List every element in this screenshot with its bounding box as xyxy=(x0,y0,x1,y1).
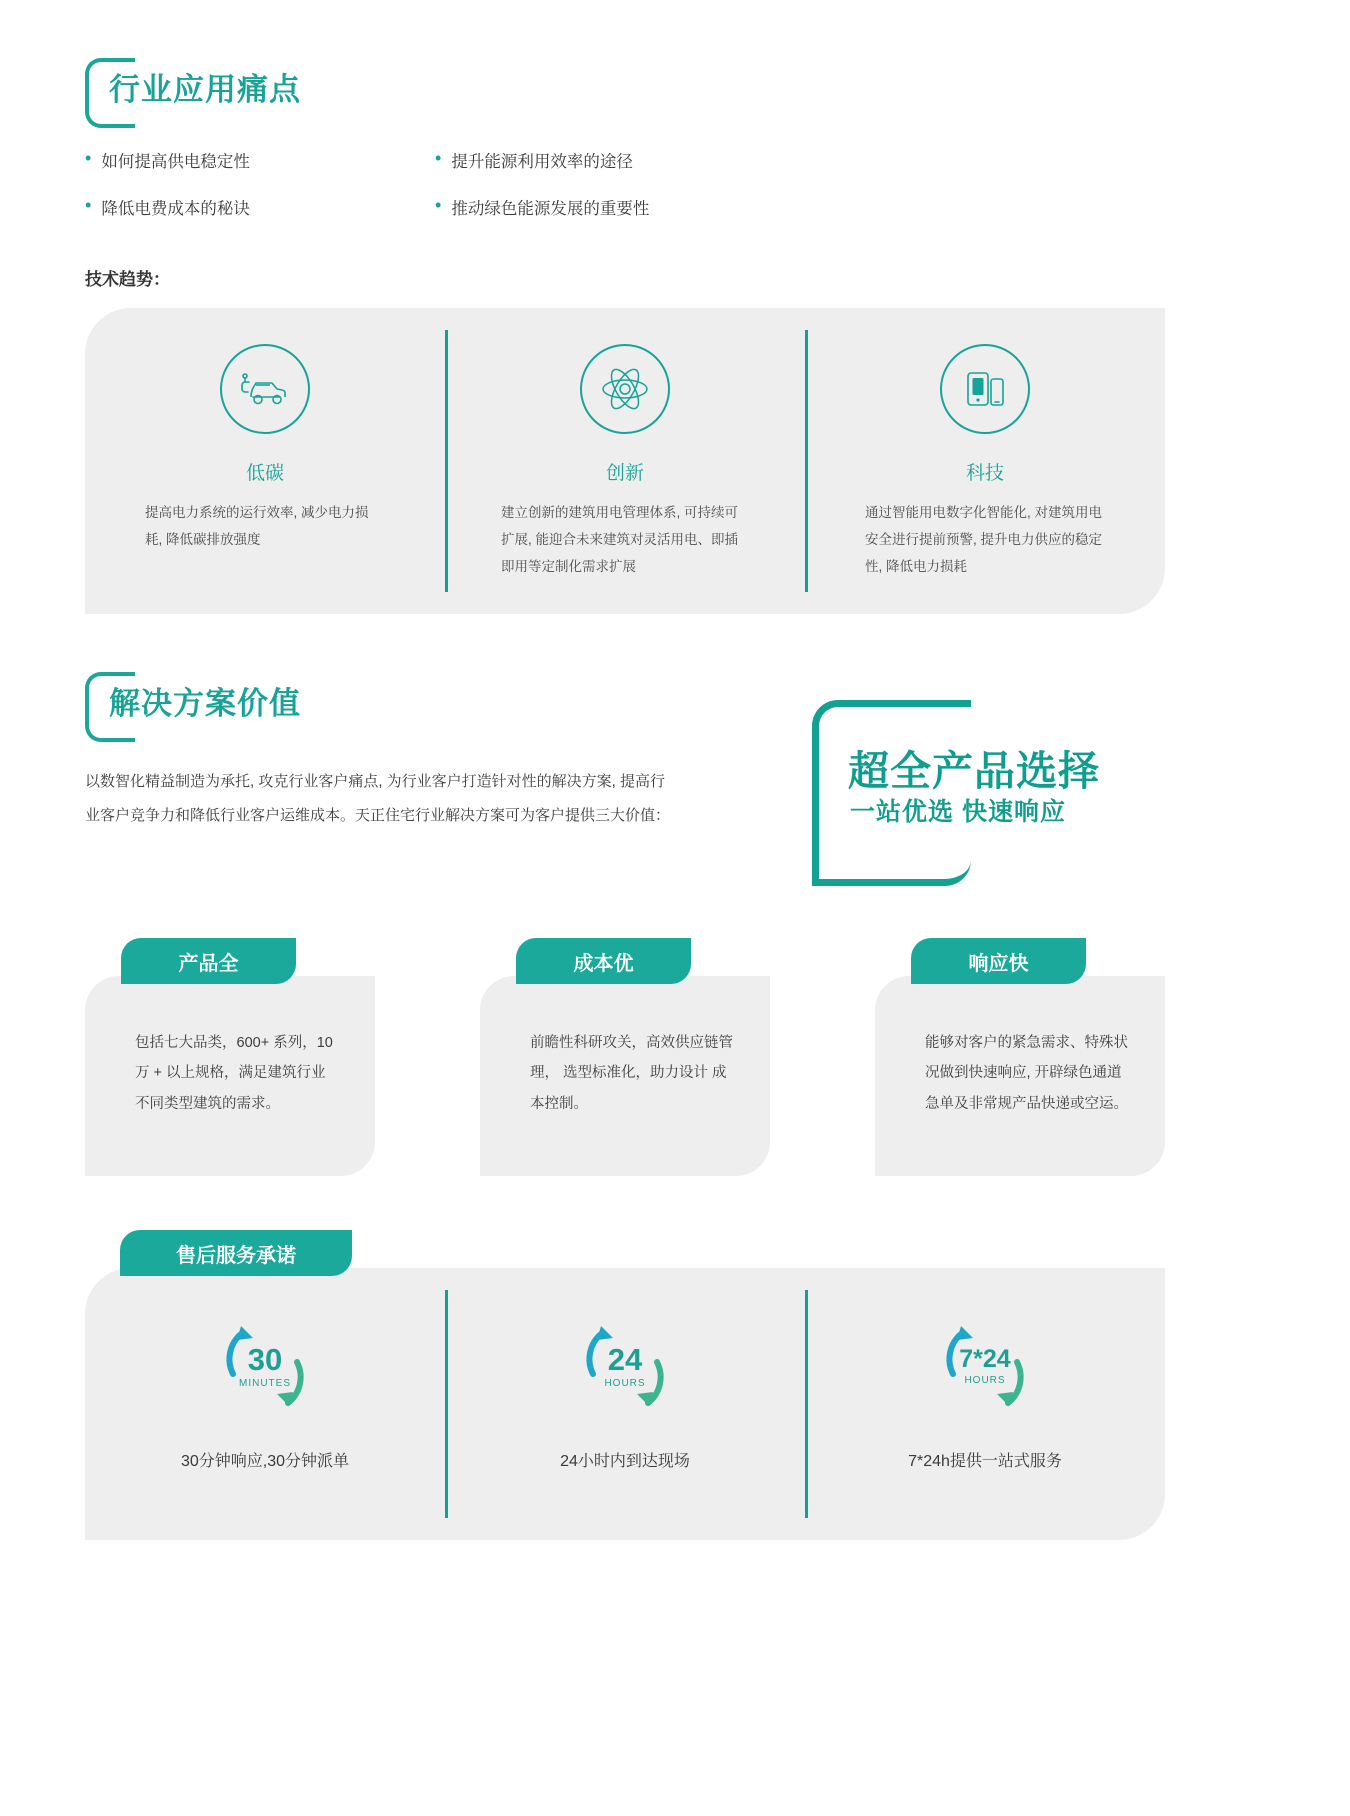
promo-title: 超全产品选择 xyxy=(848,748,1100,794)
promo-subtitle: 一站优选 快速响应 xyxy=(850,798,1066,826)
pain-section-heading xyxy=(85,58,301,120)
service-column-30min xyxy=(85,1268,445,1540)
bullet-icon: • xyxy=(435,148,442,168)
list-item-label: 如何提高供电稳定性 xyxy=(101,153,250,171)
list-item-label: 降低电费成本的秘诀 xyxy=(101,200,250,218)
tech-column-desc: 建立创新的建筑用电管理体系, 可持续可扩展, 能迎合未来建筑对灵活用电、即插即用等定制化需求扩展 xyxy=(501,505,739,574)
page-title: 行业应用痛点 xyxy=(109,71,301,107)
bullet-icon: • xyxy=(435,195,442,215)
solution-paragraph: 以数智化精益制造为承托, 攻克行业客户痛点, 为行业客户打造针对性的解决方案, 提高行业客户竞争力和降低行业客户运维成本。天正住宅行业解决方案可为客户提供三大价值： xyxy=(85,773,671,824)
atom-innovation-icon xyxy=(580,344,670,434)
section-title: 解决方案价值 xyxy=(109,685,301,721)
tech-trend-panel xyxy=(85,308,1165,614)
list-item xyxy=(85,148,435,172)
cycle-24-hours-icon xyxy=(573,1318,677,1414)
solution-section-heading xyxy=(85,672,301,734)
cycle-7x24-hours-icon xyxy=(933,1318,1037,1414)
service-column-text: 24小时内到达现场 xyxy=(560,1453,690,1470)
bracket-decoration-icon xyxy=(85,672,135,742)
promo-banner xyxy=(812,700,1162,872)
electric-car-icon xyxy=(220,344,310,434)
badge-number: 24 xyxy=(607,1341,643,1377)
tech-column-title: 科技 xyxy=(965,463,1004,484)
value-card-tab: 成本优 xyxy=(516,938,691,984)
value-card-body: 包括七大品类，600+ 系列，10 万 + 以上规格，满足建筑行业 不同类型建筑的需求。 xyxy=(85,976,375,1176)
bullet-icon: • xyxy=(85,148,92,168)
pain-point-list xyxy=(85,148,785,242)
service-column-text: 30分钟响应,30分钟派单 xyxy=(180,1453,350,1470)
cycle-30-minutes-icon xyxy=(213,1318,317,1414)
service-column-text: 7*24h提供一站式服务 xyxy=(908,1453,1062,1470)
value-card-tab: 响应快 xyxy=(911,938,1086,984)
value-card-body: 前瞻性科研攻关，高效供应链管理， 选型标准化，助力设计 成本控制。 xyxy=(480,976,770,1176)
value-card-response xyxy=(875,938,1165,1176)
tech-column-desc: 通过智能用电数字化智能化, 对建筑用电安全进行提前预警, 提升电力供应的稳定性, 降低电力损耗 xyxy=(865,505,1103,574)
bullet-icon: • xyxy=(85,195,92,215)
service-column-24h xyxy=(445,1268,805,1540)
value-card-body: 能够对客户的紧急需求、特殊状况做到快速响应, 开辟绿色通道急单及非常规产品快递或空运。 xyxy=(875,976,1165,1176)
service-promise-tab: 售后服务承诺 xyxy=(120,1230,352,1276)
tech-column-title: 创新 xyxy=(605,463,644,484)
mobile-devices-icon xyxy=(940,344,1030,434)
tech-column-technology xyxy=(805,308,1165,614)
badge-unit: HOURS xyxy=(964,1374,1006,1386)
badge-unit: MINUTES xyxy=(239,1377,291,1389)
list-item xyxy=(435,195,785,219)
tech-column-desc: 提高电力系统的运行效率, 减少电力损耗, 降低碳排放强度 xyxy=(145,505,369,547)
tech-column-low-carbon xyxy=(85,308,445,614)
badge-number: 7*24 xyxy=(959,1344,1011,1373)
list-item xyxy=(435,148,785,172)
value-card-group xyxy=(85,938,1165,1176)
bracket-decoration-icon xyxy=(85,58,135,128)
value-card-products xyxy=(85,938,375,1176)
value-card-tab: 产品全 xyxy=(121,938,296,984)
list-item-label: 推动绿色能源发展的重要性 xyxy=(451,200,650,218)
list-item xyxy=(85,195,435,219)
tech-column-title: 低碳 xyxy=(245,463,284,484)
badge-number: 30 xyxy=(247,1341,283,1377)
badge-unit: HOURS xyxy=(604,1377,646,1389)
list-item-label: 提升能源利用效率的途径 xyxy=(451,153,633,171)
tech-trend-label: 技术趋势： xyxy=(85,270,170,289)
value-card-cost xyxy=(480,938,770,1176)
service-promise-panel xyxy=(85,1268,1165,1540)
service-column-7x24 xyxy=(805,1268,1165,1540)
tech-column-innovation xyxy=(445,308,805,614)
